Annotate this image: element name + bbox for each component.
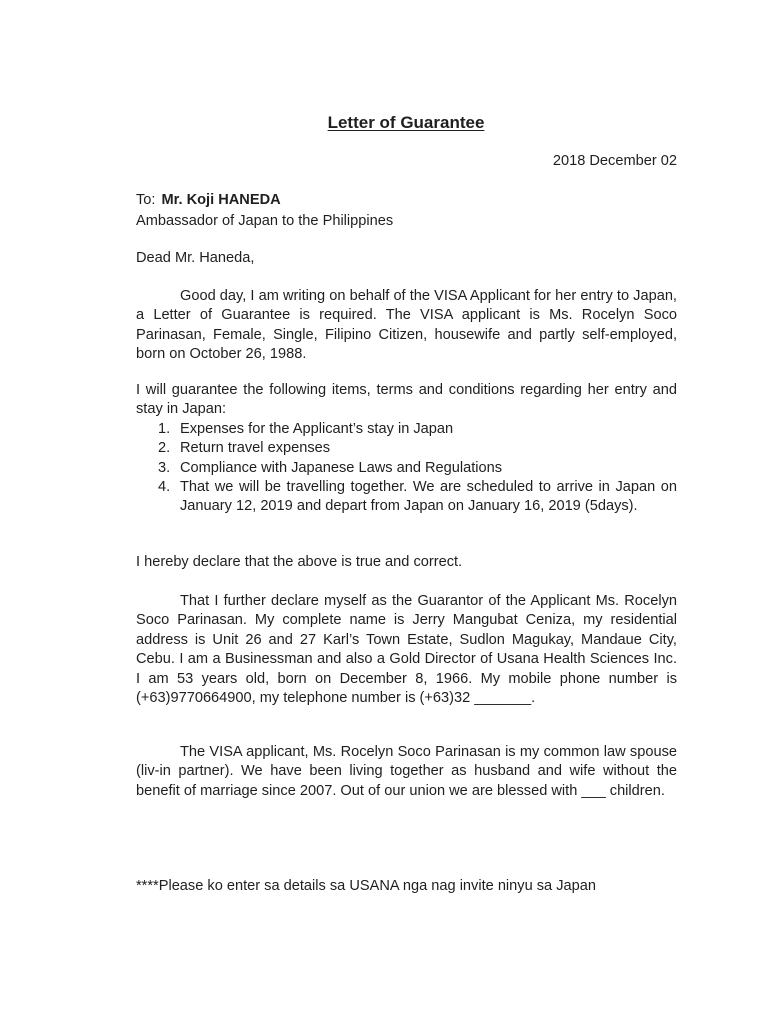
- list-item-text: Compliance with Japanese Laws and Regulations: [180, 459, 503, 476]
- paragraph-relationship: The VISA applicant, Ms. Rocelyn Soco Parinasan is my common law spouse (liv-in partner). We have been living together as husband and wife without the benefit of marriage since 2007. Out of our union we are blessed with ___ children.: [136, 744, 677, 799]
- list-number: 2.: [158, 440, 171, 457]
- list-item: [136, 459, 677, 478]
- recipient-title: Ambassador of Japan to the Philippines: [136, 213, 394, 229]
- list-number: 1.: [158, 420, 171, 437]
- list-number: 4.: [158, 479, 171, 496]
- list-item: [136, 439, 677, 458]
- guarantee-list: [136, 420, 677, 517]
- list-item: [136, 478, 677, 517]
- list-item-text: Return travel expenses: [180, 440, 331, 457]
- to-prefix: To:: [136, 192, 156, 208]
- letter-date: 2018 December 02: [552, 153, 677, 169]
- list-item-text: Expenses for the Applicant’s stay in Japan: [180, 420, 454, 437]
- list-item: [136, 420, 677, 439]
- list-item-text: That we will be travelling together. We are scheduled to arrive in Japan on January 12, 2019 and depart from Japan on January 16, 2019 (5days).: [180, 479, 677, 515]
- declaration: I hereby declare that the above is true and correct.: [136, 554, 463, 570]
- letter-title: Letter of Guarantee: [327, 113, 485, 132]
- salutation: Dead Mr. Haneda,: [136, 250, 255, 266]
- paragraph-guarantor: That I further declare myself as the Guarantor of the Applicant Ms. Rocelyn Soco Parinasan. My complete name is Jerry Mangubat Ceniza, my residential address is Unit 26 and 27 Karl’s Town Estate, Sudlon Magukay, Mandaue City, Cebu. I am a Businessman and also a Gold Director of Usana Health Sciences Inc. I am 53 years old, born on December 8, 1966. My mobile phone number is (+63)9770664900, my telephone number is (+63)32 _______.: [136, 593, 677, 707]
- paragraph-intro: Good day, I am writing on behalf of the VISA Applicant for her entry to Japan, a Letter of Guarantee is required. The VISA applicant is Ms. Rocelyn Soco Parinasan, Female, Single, Filipino Citizen, housewife and partly self-employed, born on October 26, 1988.: [136, 288, 677, 363]
- recipient-line: [136, 190, 677, 211]
- list-number: 3.: [158, 459, 171, 476]
- paragraph-guarantee: I will guarantee the following items, terms and conditions regarding her entry and stay in Japan:: [136, 382, 677, 418]
- guarantee-section: [136, 381, 677, 517]
- recipient-block: [136, 190, 677, 232]
- recipient-name: Mr. Koji HANEDA: [161, 192, 281, 208]
- footnote: ****Please ko enter sa details sa USANA nga nag invite ninyu sa Japan: [136, 878, 596, 894]
